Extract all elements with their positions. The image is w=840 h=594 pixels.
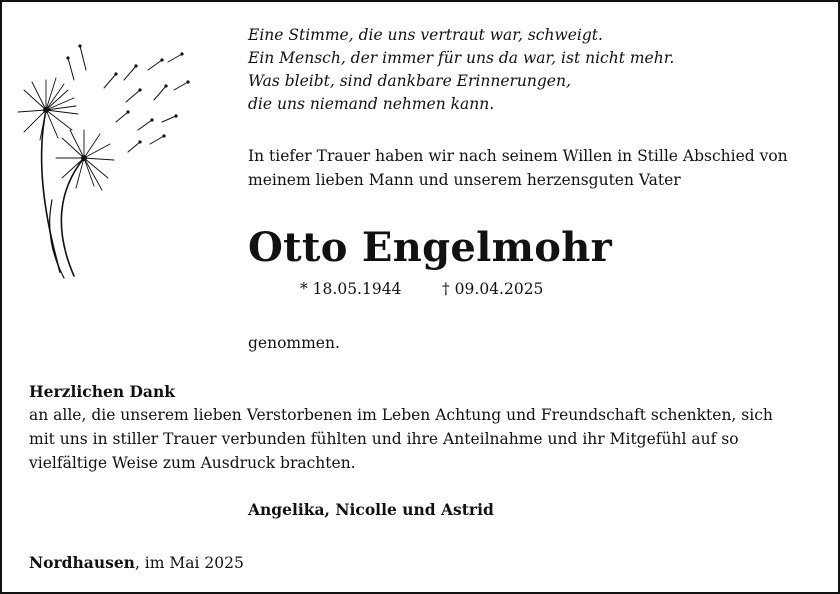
poem-line: Eine Stimme, die uns vertraut war, schweigt. xyxy=(248,26,603,44)
poem-line: die uns niemand nehmen kann. xyxy=(248,95,495,113)
poem-line: Was bleibt, sind dankbare Erinnerungen, xyxy=(248,72,571,90)
death-date: † 09.04.2025 xyxy=(442,280,544,298)
intro-line: In tiefer Trauer haben wir nach seinem Willen in Stille Abschied von xyxy=(248,147,788,165)
thanks-text xyxy=(29,403,773,475)
place-date-text: , im Mai 2025 xyxy=(134,554,244,572)
closing-word: genommen. xyxy=(248,334,340,352)
intro-text xyxy=(248,144,788,192)
deceased-name: Otto Engelmohr xyxy=(248,224,612,271)
thanks-line: mit uns in stiller Trauer verbunden fühlten und ihre Anteilnahme und ihr Mitgefühl auf so xyxy=(29,430,739,448)
birth-date: * 18.05.1944 xyxy=(300,280,402,298)
thanks-heading: Herzlichen Dank xyxy=(29,382,175,401)
thanks-line: vielfältige Weise zum Ausdruck brachten. xyxy=(29,454,356,472)
place-date xyxy=(29,552,244,574)
thanks-line: an alle, die unserem lieben Verstorbenen im Leben Achtung und Freundschaft schenkten, sich xyxy=(29,406,773,424)
dandelion-icon xyxy=(16,40,216,290)
poem xyxy=(248,24,674,116)
signers: Angelika, Nicolle und Astrid xyxy=(248,500,494,519)
place-city: Nordhausen xyxy=(29,553,135,572)
intro-line: meinem lieben Mann und unserem herzensguten Vater xyxy=(248,171,681,189)
poem-line: Ein Mensch, der immer für uns da war, ist nicht mehr. xyxy=(248,49,675,67)
